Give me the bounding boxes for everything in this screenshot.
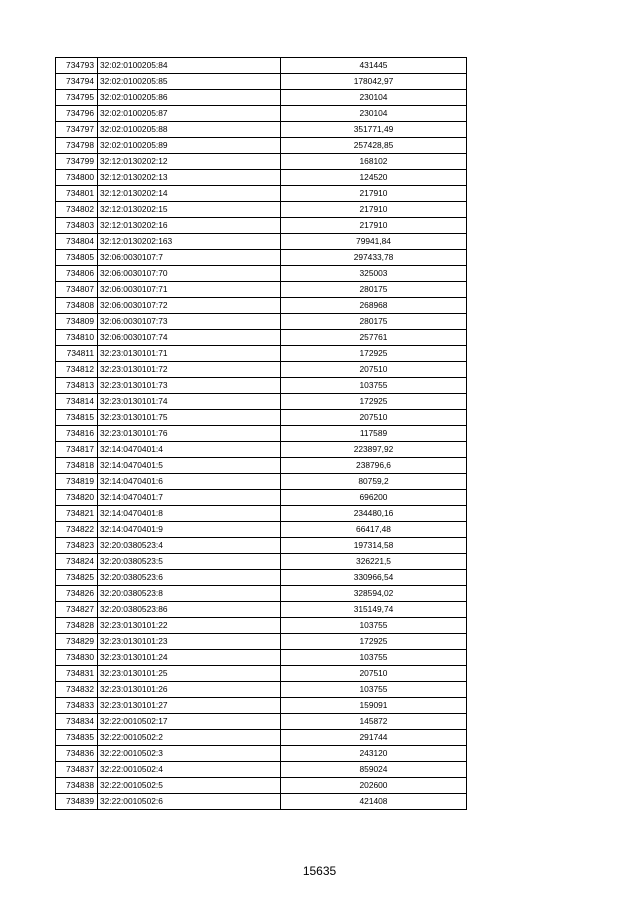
page-number: 15635 bbox=[302, 864, 337, 878]
table-row bbox=[56, 794, 467, 810]
table-row bbox=[56, 378, 467, 394]
table-row bbox=[56, 474, 467, 490]
table-row bbox=[56, 202, 467, 218]
value-cell: 280175 bbox=[281, 282, 467, 298]
record-id-cell: 734797 bbox=[56, 122, 98, 138]
cadastral-number-cell: 32:14:0470401:4 bbox=[98, 442, 281, 458]
record-id-cell: 734794 bbox=[56, 74, 98, 90]
record-id-cell: 734806 bbox=[56, 266, 98, 282]
value-cell: 326221,5 bbox=[281, 554, 467, 570]
record-id-cell: 734817 bbox=[56, 442, 98, 458]
record-id-cell: 734793 bbox=[56, 58, 98, 74]
table-row bbox=[56, 266, 467, 282]
record-id-cell: 734836 bbox=[56, 746, 98, 762]
record-id-cell: 734819 bbox=[56, 474, 98, 490]
record-id-cell: 734813 bbox=[56, 378, 98, 394]
value-cell: 291744 bbox=[281, 730, 467, 746]
cadastral-number-cell: 32:12:0130202:163 bbox=[98, 234, 281, 250]
table-row bbox=[56, 714, 467, 730]
table-row bbox=[56, 506, 467, 522]
record-id-cell: 734814 bbox=[56, 394, 98, 410]
value-cell: 66417,48 bbox=[281, 522, 467, 538]
cadastral-number-cell: 32:22:0010502:5 bbox=[98, 778, 281, 794]
table-row bbox=[56, 330, 467, 346]
cadastral-number-cell: 32:22:0010502:17 bbox=[98, 714, 281, 730]
record-id-cell: 734803 bbox=[56, 218, 98, 234]
cadastral-number-cell: 32:02:0100205:88 bbox=[98, 122, 281, 138]
table-row bbox=[56, 554, 467, 570]
record-id-cell: 734818 bbox=[56, 458, 98, 474]
table-row bbox=[56, 186, 467, 202]
value-cell: 328594,02 bbox=[281, 586, 467, 602]
table-row bbox=[56, 74, 467, 90]
value-cell: 234480,16 bbox=[281, 506, 467, 522]
record-id-cell: 734821 bbox=[56, 506, 98, 522]
table-row bbox=[56, 586, 467, 602]
cadastral-number-cell: 32:06:0030107:72 bbox=[98, 298, 281, 314]
table-row bbox=[56, 250, 467, 266]
record-id-cell: 734812 bbox=[56, 362, 98, 378]
cadastral-number-cell: 32:22:0010502:6 bbox=[98, 794, 281, 810]
value-cell: 202600 bbox=[281, 778, 467, 794]
cadastral-number-cell: 32:22:0010502:2 bbox=[98, 730, 281, 746]
table-row bbox=[56, 410, 467, 426]
table-row bbox=[56, 426, 467, 442]
value-cell: 315149,74 bbox=[281, 602, 467, 618]
value-cell: 159091 bbox=[281, 698, 467, 714]
cadastral-number-cell: 32:23:0130101:23 bbox=[98, 634, 281, 650]
value-cell: 207510 bbox=[281, 362, 467, 378]
record-id-cell: 734808 bbox=[56, 298, 98, 314]
table-row bbox=[56, 218, 467, 234]
value-cell: 197314,58 bbox=[281, 538, 467, 554]
value-cell: 268968 bbox=[281, 298, 467, 314]
record-id-cell: 734823 bbox=[56, 538, 98, 554]
cadastral-number-cell: 32:23:0130101:22 bbox=[98, 618, 281, 634]
table-row bbox=[56, 234, 467, 250]
record-id-cell: 734830 bbox=[56, 650, 98, 666]
cadastral-number-cell: 32:20:0380523:5 bbox=[98, 554, 281, 570]
table-row bbox=[56, 778, 467, 794]
record-id-cell: 734834 bbox=[56, 714, 98, 730]
record-id-cell: 734820 bbox=[56, 490, 98, 506]
cadastral-number-cell: 32:06:0030107:71 bbox=[98, 282, 281, 298]
value-cell: 103755 bbox=[281, 650, 467, 666]
cadastral-number-cell: 32:20:0380523:6 bbox=[98, 570, 281, 586]
table-row bbox=[56, 666, 467, 682]
cadastral-number-cell: 32:20:0380523:86 bbox=[98, 602, 281, 618]
cadastral-number-cell: 32:22:0010502:3 bbox=[98, 746, 281, 762]
value-cell: 172925 bbox=[281, 346, 467, 362]
value-cell: 172925 bbox=[281, 394, 467, 410]
value-cell: 297433,78 bbox=[281, 250, 467, 266]
value-cell: 207510 bbox=[281, 666, 467, 682]
table-row bbox=[56, 394, 467, 410]
value-cell: 696200 bbox=[281, 490, 467, 506]
record-id-cell: 734798 bbox=[56, 138, 98, 154]
value-cell: 145872 bbox=[281, 714, 467, 730]
cadastral-number-cell: 32:06:0030107:73 bbox=[98, 314, 281, 330]
table-row bbox=[56, 154, 467, 170]
cadastral-number-cell: 32:23:0130101:25 bbox=[98, 666, 281, 682]
record-id-cell: 734833 bbox=[56, 698, 98, 714]
table-row bbox=[56, 298, 467, 314]
cadastral-number-cell: 32:02:0100205:85 bbox=[98, 74, 281, 90]
record-id-cell: 734825 bbox=[56, 570, 98, 586]
table-row bbox=[56, 170, 467, 186]
record-id-cell: 734815 bbox=[56, 410, 98, 426]
table-row bbox=[56, 538, 467, 554]
cadastral-number-cell: 32:23:0130101:73 bbox=[98, 378, 281, 394]
cadastral-number-cell: 32:14:0470401:8 bbox=[98, 506, 281, 522]
table-row bbox=[56, 522, 467, 538]
record-id-cell: 734802 bbox=[56, 202, 98, 218]
value-cell: 859024 bbox=[281, 762, 467, 778]
record-id-cell: 734796 bbox=[56, 106, 98, 122]
table-row bbox=[56, 634, 467, 650]
cadastral-number-cell: 32:02:0100205:89 bbox=[98, 138, 281, 154]
record-id-cell: 734809 bbox=[56, 314, 98, 330]
record-id-cell: 734829 bbox=[56, 634, 98, 650]
table-row bbox=[56, 618, 467, 634]
value-cell: 217910 bbox=[281, 202, 467, 218]
cadastral-number-cell: 32:20:0380523:8 bbox=[98, 586, 281, 602]
table-row bbox=[56, 138, 467, 154]
table-row bbox=[56, 58, 467, 74]
table-row bbox=[56, 282, 467, 298]
table-row bbox=[56, 442, 467, 458]
value-cell: 103755 bbox=[281, 682, 467, 698]
value-cell: 351771,49 bbox=[281, 122, 467, 138]
table-row bbox=[56, 490, 467, 506]
record-id-cell: 734838 bbox=[56, 778, 98, 794]
value-cell: 330966,54 bbox=[281, 570, 467, 586]
table-row bbox=[56, 90, 467, 106]
value-cell: 257761 bbox=[281, 330, 467, 346]
table-row bbox=[56, 106, 467, 122]
record-id-cell: 734827 bbox=[56, 602, 98, 618]
cadastral-value-table bbox=[55, 57, 467, 810]
table-row bbox=[56, 458, 467, 474]
record-id-cell: 734831 bbox=[56, 666, 98, 682]
cadastral-number-cell: 32:02:0100205:86 bbox=[98, 90, 281, 106]
value-cell: 325003 bbox=[281, 266, 467, 282]
record-id-cell: 734837 bbox=[56, 762, 98, 778]
record-id-cell: 734795 bbox=[56, 90, 98, 106]
cadastral-number-cell: 32:14:0470401:5 bbox=[98, 458, 281, 474]
table-row bbox=[56, 746, 467, 762]
cadastral-number-cell: 32:22:0010502:4 bbox=[98, 762, 281, 778]
record-id-cell: 734810 bbox=[56, 330, 98, 346]
value-cell: 117589 bbox=[281, 426, 467, 442]
cadastral-number-cell: 32:14:0470401:9 bbox=[98, 522, 281, 538]
value-cell: 230104 bbox=[281, 90, 467, 106]
cadastral-number-cell: 32:23:0130101:27 bbox=[98, 698, 281, 714]
table-row bbox=[56, 762, 467, 778]
record-id-cell: 734807 bbox=[56, 282, 98, 298]
table-row bbox=[56, 346, 467, 362]
value-cell: 230104 bbox=[281, 106, 467, 122]
table-body bbox=[56, 58, 467, 810]
record-id-cell: 734816 bbox=[56, 426, 98, 442]
record-id-cell: 734835 bbox=[56, 730, 98, 746]
cadastral-number-cell: 32:12:0130202:16 bbox=[98, 218, 281, 234]
value-cell: 207510 bbox=[281, 410, 467, 426]
record-id-cell: 734799 bbox=[56, 154, 98, 170]
value-cell: 217910 bbox=[281, 186, 467, 202]
table-row bbox=[56, 698, 467, 714]
value-cell: 243120 bbox=[281, 746, 467, 762]
cadastral-number-cell: 32:20:0380523:4 bbox=[98, 538, 281, 554]
table-row bbox=[56, 682, 467, 698]
cadastral-number-cell: 32:23:0130101:24 bbox=[98, 650, 281, 666]
cadastral-number-cell: 32:23:0130101:72 bbox=[98, 362, 281, 378]
table-row bbox=[56, 122, 467, 138]
value-cell: 103755 bbox=[281, 378, 467, 394]
value-cell: 431445 bbox=[281, 58, 467, 74]
cadastral-number-cell: 32:23:0130101:76 bbox=[98, 426, 281, 442]
cadastral-number-cell: 32:12:0130202:15 bbox=[98, 202, 281, 218]
cadastral-number-cell: 32:23:0130101:74 bbox=[98, 394, 281, 410]
value-cell: 103755 bbox=[281, 618, 467, 634]
value-cell: 124520 bbox=[281, 170, 467, 186]
cadastral-number-cell: 32:14:0470401:7 bbox=[98, 490, 281, 506]
record-id-cell: 734839 bbox=[56, 794, 98, 810]
table-row bbox=[56, 314, 467, 330]
value-cell: 421408 bbox=[281, 794, 467, 810]
value-cell: 238796,6 bbox=[281, 458, 467, 474]
value-cell: 80759,2 bbox=[281, 474, 467, 490]
value-cell: 257428,85 bbox=[281, 138, 467, 154]
table-row bbox=[56, 570, 467, 586]
cadastral-number-cell: 32:23:0130101:71 bbox=[98, 346, 281, 362]
value-cell: 168102 bbox=[281, 154, 467, 170]
value-cell: 178042,97 bbox=[281, 74, 467, 90]
record-id-cell: 734824 bbox=[56, 554, 98, 570]
cadastral-number-cell: 32:02:0100205:84 bbox=[98, 58, 281, 74]
record-id-cell: 734832 bbox=[56, 682, 98, 698]
table-row bbox=[56, 602, 467, 618]
value-cell: 79941,84 bbox=[281, 234, 467, 250]
table-row bbox=[56, 650, 467, 666]
cadastral-number-cell: 32:14:0470401:6 bbox=[98, 474, 281, 490]
cadastral-number-cell: 32:06:0030107:7 bbox=[98, 250, 281, 266]
record-id-cell: 734800 bbox=[56, 170, 98, 186]
record-id-cell: 734811 bbox=[56, 346, 98, 362]
record-id-cell: 734822 bbox=[56, 522, 98, 538]
value-cell: 223897,92 bbox=[281, 442, 467, 458]
cadastral-number-cell: 32:12:0130202:14 bbox=[98, 186, 281, 202]
record-id-cell: 734805 bbox=[56, 250, 98, 266]
value-cell: 280175 bbox=[281, 314, 467, 330]
value-cell: 172925 bbox=[281, 634, 467, 650]
table-row bbox=[56, 730, 467, 746]
cadastral-number-cell: 32:06:0030107:70 bbox=[98, 266, 281, 282]
record-id-cell: 734801 bbox=[56, 186, 98, 202]
cadastral-number-cell: 32:23:0130101:26 bbox=[98, 682, 281, 698]
cadastral-number-cell: 32:12:0130202:13 bbox=[98, 170, 281, 186]
record-id-cell: 734828 bbox=[56, 618, 98, 634]
cadastral-number-cell: 32:06:0030107:74 bbox=[98, 330, 281, 346]
table-row bbox=[56, 362, 467, 378]
value-cell: 217910 bbox=[281, 218, 467, 234]
cadastral-number-cell: 32:12:0130202:12 bbox=[98, 154, 281, 170]
cadastral-number-cell: 32:23:0130101:75 bbox=[98, 410, 281, 426]
cadastral-number-cell: 32:02:0100205:87 bbox=[98, 106, 281, 122]
record-id-cell: 734826 bbox=[56, 586, 98, 602]
record-id-cell: 734804 bbox=[56, 234, 98, 250]
